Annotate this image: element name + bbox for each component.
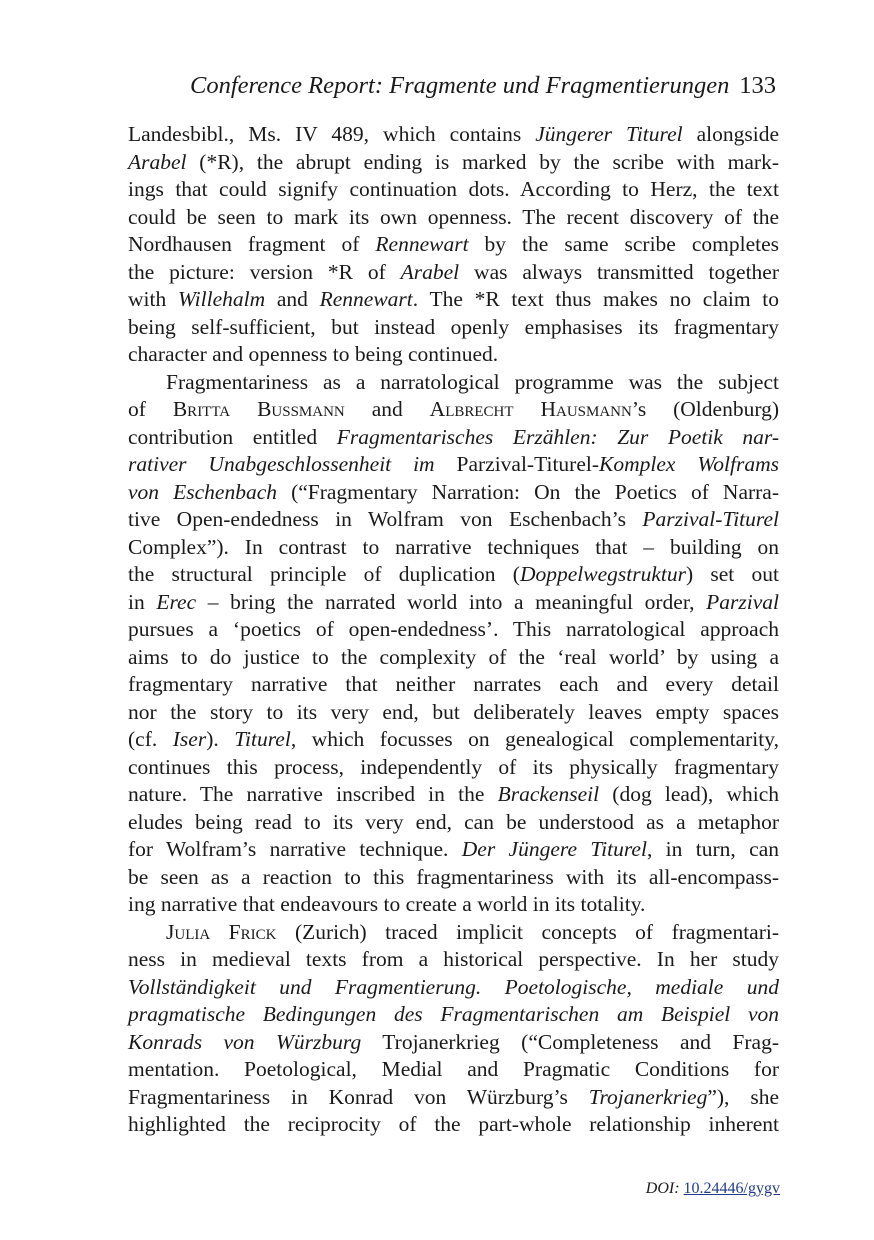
text-run: for Wolfram’s narrative technique. [128,837,462,861]
text-run: and [344,397,430,421]
text-run: be seen as a reaction to this fragmentariness with its all-encompass- [128,864,779,889]
text-run: eludes being read to its very end, can be understood as a metaphor [128,809,779,834]
italic-run: Doppelwegstruktur [519,562,686,586]
author-name: Albrecht Hausmann [429,397,632,421]
text-run: , which focusses on genealogical complementarity, [290,727,779,751]
doi-label: DOI: [645,1180,680,1197]
text-run: with [128,287,178,311]
italic-run: Trojanerkrieg [588,1084,708,1109]
italic-run: Erec [156,589,197,614]
italic-run: rativer Unabgeschlossenheit im [128,452,435,476]
text-run: (Zurich) traced implicit concepts of fragmentari- [276,919,780,944]
text-run: (dog lead), which [599,782,779,806]
text-line [128,479,779,507]
text-run: in [128,589,157,614]
text-line [128,451,779,479]
text-line [128,176,779,204]
italic-run: pragmatische Bedingungen des Fragmentarischen am Beispiel von [128,1002,779,1026]
text-line [128,1001,779,1029]
text-line [128,231,779,259]
italic-run: Arabel [400,259,460,284]
text-line [128,974,779,1002]
text-run: ). [206,727,235,751]
text-line [128,314,779,342]
text-run: the picture: version *R of [128,259,401,284]
text-run: (“Fragmentary Narration: On the Poetics of Narra- [277,479,780,504]
text-line [128,149,779,177]
text-line [128,836,779,864]
italic-run: Der Jüngere Titurel [461,837,647,861]
italic-run: von Eschenbach [128,479,277,504]
italic-run: Brackenseil [497,782,600,806]
text-line [128,1029,779,1057]
text-line [128,259,779,287]
text-line [128,369,779,397]
text-line [128,204,779,232]
text-line [128,1056,779,1084]
text-line [128,1084,779,1112]
italic-run: Titurel [234,727,291,751]
running-head [190,72,780,102]
italic-run: Rennewart [375,232,469,256]
italic-run: Fragmentarisches Erzählen: Zur Poetik nar- [336,424,779,449]
text-line [128,506,779,534]
italic-run: Vollständigkeit und Fragmentierung. Poetologische, mediale und [128,974,779,999]
text-line [128,781,779,809]
text-run: character and openness to being continued. [128,342,499,366]
text-run: continues this process, independently of its physically fragmentary [128,754,779,779]
page-footer [630,1180,780,1198]
text-line [128,699,779,727]
text-run: could be seen to mark its own openness. The recent discovery of the [128,204,779,229]
italic-run: Arabel [128,149,187,174]
text-run: Fragmentariness as a narratological programme was the subject [166,369,779,394]
text-line [128,424,779,452]
running-head-title: Conference Report: Fragmente und Fragmentierungen [190,72,730,99]
text-run: was always transmitted together [459,259,780,284]
text-line [128,726,779,754]
text-run: and [265,287,320,311]
text-line [128,754,779,782]
italic-run: Rennewart [319,287,413,311]
text-line [128,864,779,892]
text-line [128,286,779,314]
text-run: by the same scribe completes [468,232,779,256]
text-run: ”), she [707,1084,779,1109]
text-run: ) set out [685,562,779,586]
text-run: (cf. [128,727,173,751]
text-line [128,1111,779,1139]
text-run: Complex”). In contrast to narrative techniques that – building on [128,534,779,559]
text-run: highlighted the reciprocity of the part-whole relationship inherent [128,1112,779,1136]
text-run: contribution entitled [128,424,337,449]
text-run: ings that could signify continuation dots. According to Herz, the text [128,177,779,201]
text-run: Parzival-Titurel- [434,452,600,476]
text-run: ’s (Oldenburg) [631,397,779,421]
italic-run: Iser [172,727,207,751]
text-line [128,121,779,149]
italic-run: Komplex Wolframs [599,452,779,476]
text-run: Trojanerkrieg (“Completeness and Frag- [361,1029,779,1054]
text-run: fragmentary narrative that neither narrates each and every detail [128,672,779,696]
text-run: the structural principle of duplication ( [128,562,520,586]
text-run: ness in medieval texts from a historical perspective. In her study [128,947,779,971]
italic-run: Willehalm [177,287,266,311]
text-line [128,341,779,369]
italic-run: Parzival-Titurel [642,507,779,531]
text-run: mentation. Poetological, Medial and Pragmatic Conditions for [128,1057,779,1081]
text-line [128,919,779,947]
text-run: – bring the narrated world into a meaningful order, [196,589,707,614]
text-line [128,809,779,837]
text-run: . The *R text thus makes no claim to [412,287,779,311]
italic-run: Jüngerer Titurel [535,122,683,146]
body-text [128,121,779,1139]
doi-link[interactable]: 10.24446/gygv [683,1180,780,1197]
text-line [128,946,779,974]
text-run: Fragmentariness in Konrad von Würzburg’s [128,1084,589,1109]
italic-run: Parzival [706,589,779,614]
text-line [128,396,779,424]
page-number: 133 [739,72,776,99]
text-run: of [128,397,173,421]
text-line [128,671,779,699]
text-line [128,644,779,672]
text-run: nature. The narrative inscribed in the [128,782,498,806]
text-run: alongside [682,122,780,146]
text-run: tive Open-endedness in Wolfram von Eschenbach’s [128,507,643,531]
text-run: aims to do justice to the complexity of the ‘real world’ by using a [128,644,779,669]
text-run: nor the story to its very end, but deliberately leaves empty spaces [128,699,779,724]
text-line [128,561,779,589]
italic-run: Konrads von Würzburg [128,1029,362,1054]
author-name: Julia Frick [166,919,277,944]
text-run: Landesbibl., Ms. IV 489, which contains [128,122,536,146]
text-line [128,589,779,617]
text-run: being self-sufficient, but instead openly emphasises its fragmentary [128,314,779,339]
text-line [128,534,779,562]
text-line [128,891,779,919]
text-run: pursues a ‘poetics of open-endedness’. This narratological approach [128,617,779,641]
author-name: Britta Bussmann [172,397,345,421]
text-run: , in turn, can [646,837,779,861]
text-run: Nordhausen fragment of [128,232,376,256]
text-run: (*R), the abrupt ending is marked by the scribe with mark- [186,149,779,174]
text-run: ing narrative that endeavours to create a world in its totality. [128,892,646,916]
text-line [128,616,779,644]
